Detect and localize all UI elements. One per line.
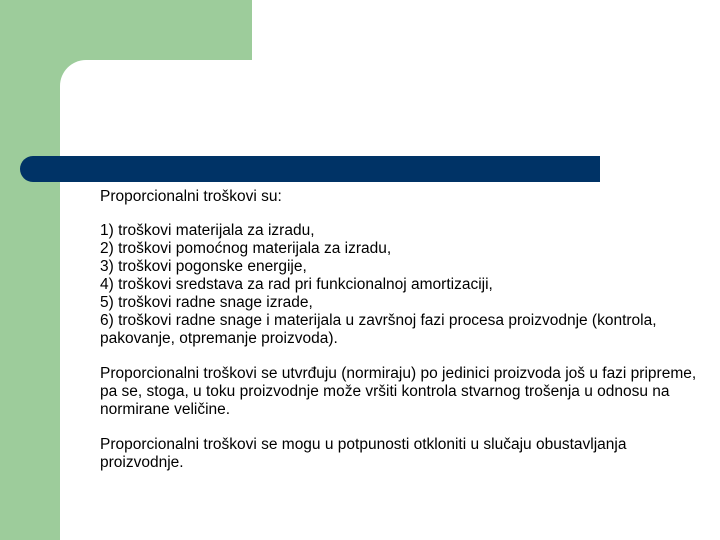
list-item: 3) troškovi pogonske energije, xyxy=(100,258,307,275)
cost-list xyxy=(100,222,712,348)
list-item: 6) troškovi radne snage i materijala u završnoj fazi procesa proizvodnje (kontrola, pakovanje, otpremanje proizvoda). xyxy=(100,312,657,347)
paragraph-obustavljanje: Proporcionalni troškovi se mogu u potpunosti otkloniti u slučaju obustavljanja proizvodnje. xyxy=(100,436,627,471)
list-item: 1) troškovi materijala za izradu, xyxy=(100,222,315,239)
list-item: 2) troškovi pomoćnog materijala za izradu, xyxy=(100,240,392,257)
slide-content xyxy=(100,188,712,472)
title-bar xyxy=(20,156,600,182)
paragraph-normiranje: Proporcionalni troškovi se utvrđuju (normiraju) po jedinici proizvoda još u fazi pripreme, pa se, stoga, u toku proizvodnje može vršiti kontrola stvarnog trošenja u odnosu na normirane veličine. xyxy=(100,365,697,418)
intro-text: Proporcionalni troškovi su: xyxy=(100,188,282,205)
list-item: 5) troškovi radne snage izrade, xyxy=(100,294,313,311)
list-item: 4) troškovi sredstava za rad pri funkcionalnoj amortizaciji, xyxy=(100,276,493,293)
